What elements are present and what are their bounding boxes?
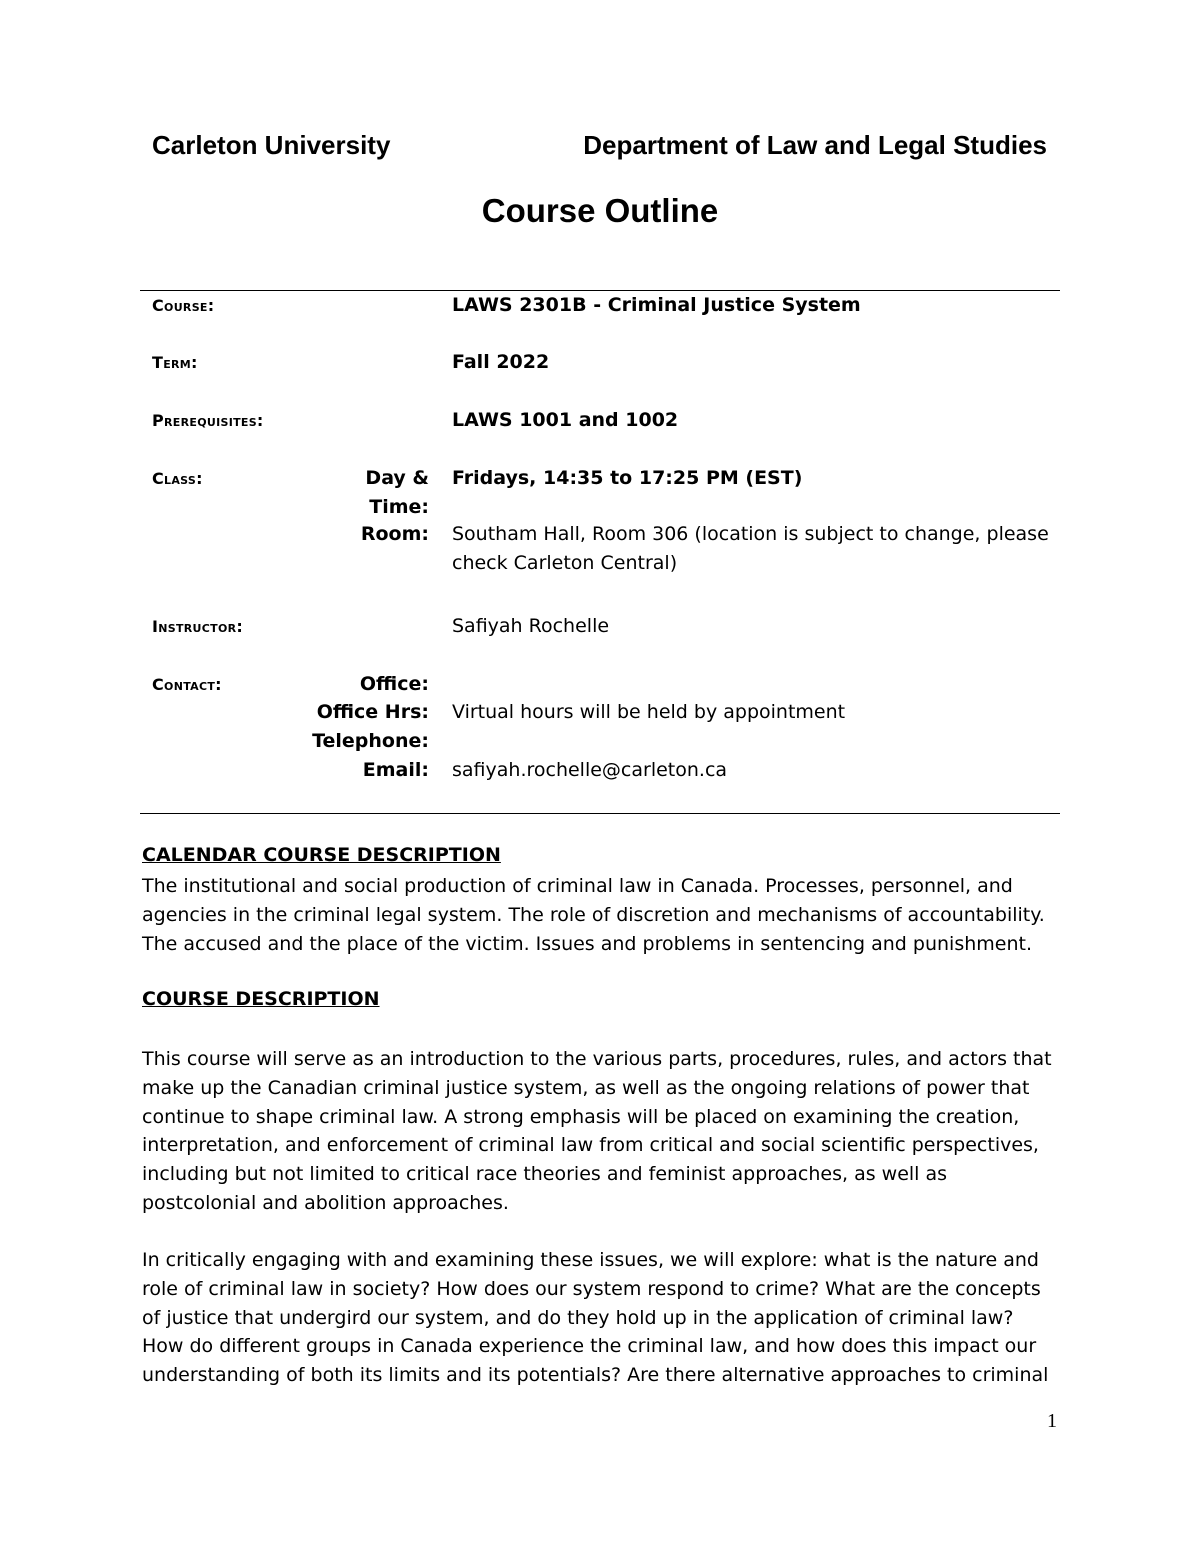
page-title: Course Outline [481,192,719,229]
class-label: Class: [152,469,203,488]
email-link[interactable]: safiyah.rochelle@carleton.ca [452,759,728,781]
day-time-label-line-2: Time: [369,496,429,518]
prerequisites-label: Prerequisites: [152,411,264,430]
telephone-label: Telephone: [312,730,429,752]
instructor-value: Safiyah Rochelle [452,615,610,637]
prerequisites-value: LAWS 1001 and 1002 [452,409,679,431]
day-time-label-line-1: Day & [365,467,429,489]
course-value: LAWS 2301B - Criminal Justice System [452,294,861,316]
course-label: Course: [152,296,215,315]
course-description-paragraph-1: This course will serve as an introduction to the various parts, procedures, rules, and actors that make up the Canadian criminal justice system, as well as the ongoing relations of power that continue to shape criminal law. A strong emphasis will be placed on examining the creation, interpretation, and enforcement of criminal law from critical and social scientific perspectives, including but not limited to critical race theories and feminist approaches, as well as postcolonial and abolition approaches. [142,1048,1052,1214]
calendar-description-heading: CALENDAR COURSE DESCRIPTION [142,844,501,866]
office-hours-label: Office Hrs: [316,701,429,723]
room-label: Room: [360,523,429,545]
room-value: Southam Hall, Room 306 (location is subject to change, please check Carleton Central) [452,523,1049,574]
bottom-divider [140,813,1060,814]
department-name: Department of Law and Legal Studies [583,130,1047,160]
contact-label: Contact: [152,675,222,694]
term-label: Term: [152,353,198,372]
office-label: Office: [359,673,429,695]
course-description-heading: COURSE DESCRIPTION [142,988,380,1010]
calendar-description-text: The institutional and social production of criminal law in Canada. Processes, personnel, and agencies in the criminal legal system. The role of discretion and mechanisms of accountability. The accused and the place of the victim. Issues and problems in sentencing and punishment. [142,875,1045,955]
instructor-label: Instructor: [152,617,244,636]
office-hours-value: Virtual hours will be held by appointment [452,701,846,723]
page-number: 1 [1047,1410,1057,1432]
email-label: Email: [362,759,429,781]
university-name: Carleton University [152,130,391,160]
day-time-value: Fridays, 14:35 to 17:25 PM (EST) [452,467,803,489]
term-value: Fall 2022 [452,351,550,373]
course-description-paragraph-2: In critically engaging with and examining these issues, we will explore: what is the nature and role of criminal law in society? How does our system respond to crime? What are the concepts of justice that undergird our system, and do they hold up in the application of criminal law? How do different groups in Canada experience the criminal law, and how does this impact our understanding of both its limits and its potentials? Are there alternative approaches to criminal [142,1249,1049,1387]
